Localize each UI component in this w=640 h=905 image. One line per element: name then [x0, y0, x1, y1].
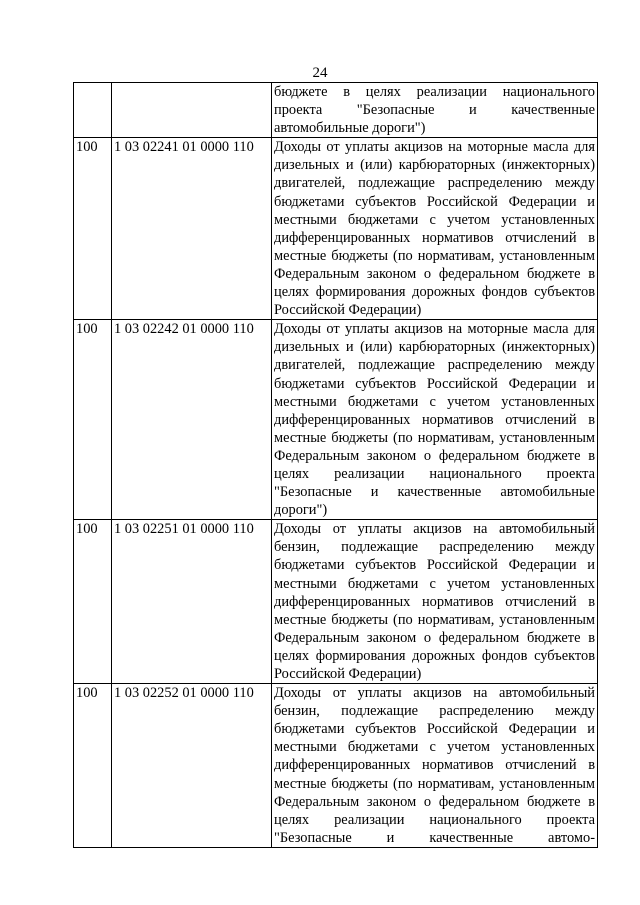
budget-code-cell: 1 03 02252 01 0000 110: [112, 684, 272, 848]
table-row: [74, 320, 598, 520]
admin-code-cell: 100: [74, 320, 112, 520]
budget-code-cell: 1 03 02241 01 0000 110: [112, 138, 272, 320]
description-cell: Доходы от уплаты акцизов на моторные масла для дизельных и (или) карбюраторных (инжекторных) двигателей, подлежащие распределению между бюджетами субъектов Российской Федерации и местными бюджетами с учетом установленных дифференцированных нормативов отчислений в местные бюджеты (по нормативам, установленным Федеральным законом о федеральном бюджете в целях формирования дорожных фондов субъектов Российской Федерации): [272, 138, 598, 320]
budget-code-cell: 1 03 02242 01 0000 110: [112, 320, 272, 520]
budget-code-cell: 1 03 02251 01 0000 110: [112, 520, 272, 684]
page-number: 24: [312, 65, 328, 81]
description-cell: бюджете в целях реализации национального проекта "Безопасные и качественные автомобильные дороги"): [272, 83, 598, 138]
table-row: [74, 684, 598, 848]
budget-code-cell: [112, 83, 272, 138]
description-cell: Доходы от уплаты акцизов на автомобильный бензин, подлежащие распределению между бюджетами субъектов Российской Федерации и местными бюджетами с учетом установленных дифференцированных нормативов отчислений в местные бюджеты (по нормативам, установленным Федеральным законом о федеральном бюджете в целях реализации национального проекта "Безопасные и качественные автомо-: [272, 684, 598, 848]
description-cell: Доходы от уплаты акцизов на автомобильный бензин, подлежащие распределению между бюджетами субъектов Российской Федерации и местными бюджетами с учетом установленных дифференцированных нормативов отчислений в местные бюджеты (по нормативам, установленным Федеральным законом о федеральном бюджете в целях формирования дорожных фондов субъектов Российской Федерации): [272, 520, 598, 684]
admin-code-cell: [74, 83, 112, 138]
description-cell: Доходы от уплаты акцизов на моторные масла для дизельных и (или) карбюраторных (инжекторных) двигателей, подлежащие распределению между бюджетами субъектов Российской Федерации и местными бюджетами с учетом установленных дифференцированных нормативов отчислений в местные бюджеты (по нормативам, установленным Федеральным законом о федеральном бюджете в целях реализации национального проекта "Безопасные и качественные автомобильные дороги"): [272, 320, 598, 520]
table-row: [74, 83, 598, 138]
revenue-codes-table: [73, 82, 598, 848]
admin-code-cell: 100: [74, 684, 112, 848]
table-row: [74, 138, 598, 320]
admin-code-cell: 100: [74, 520, 112, 684]
table-row: [74, 520, 598, 684]
admin-code-cell: 100: [74, 138, 112, 320]
